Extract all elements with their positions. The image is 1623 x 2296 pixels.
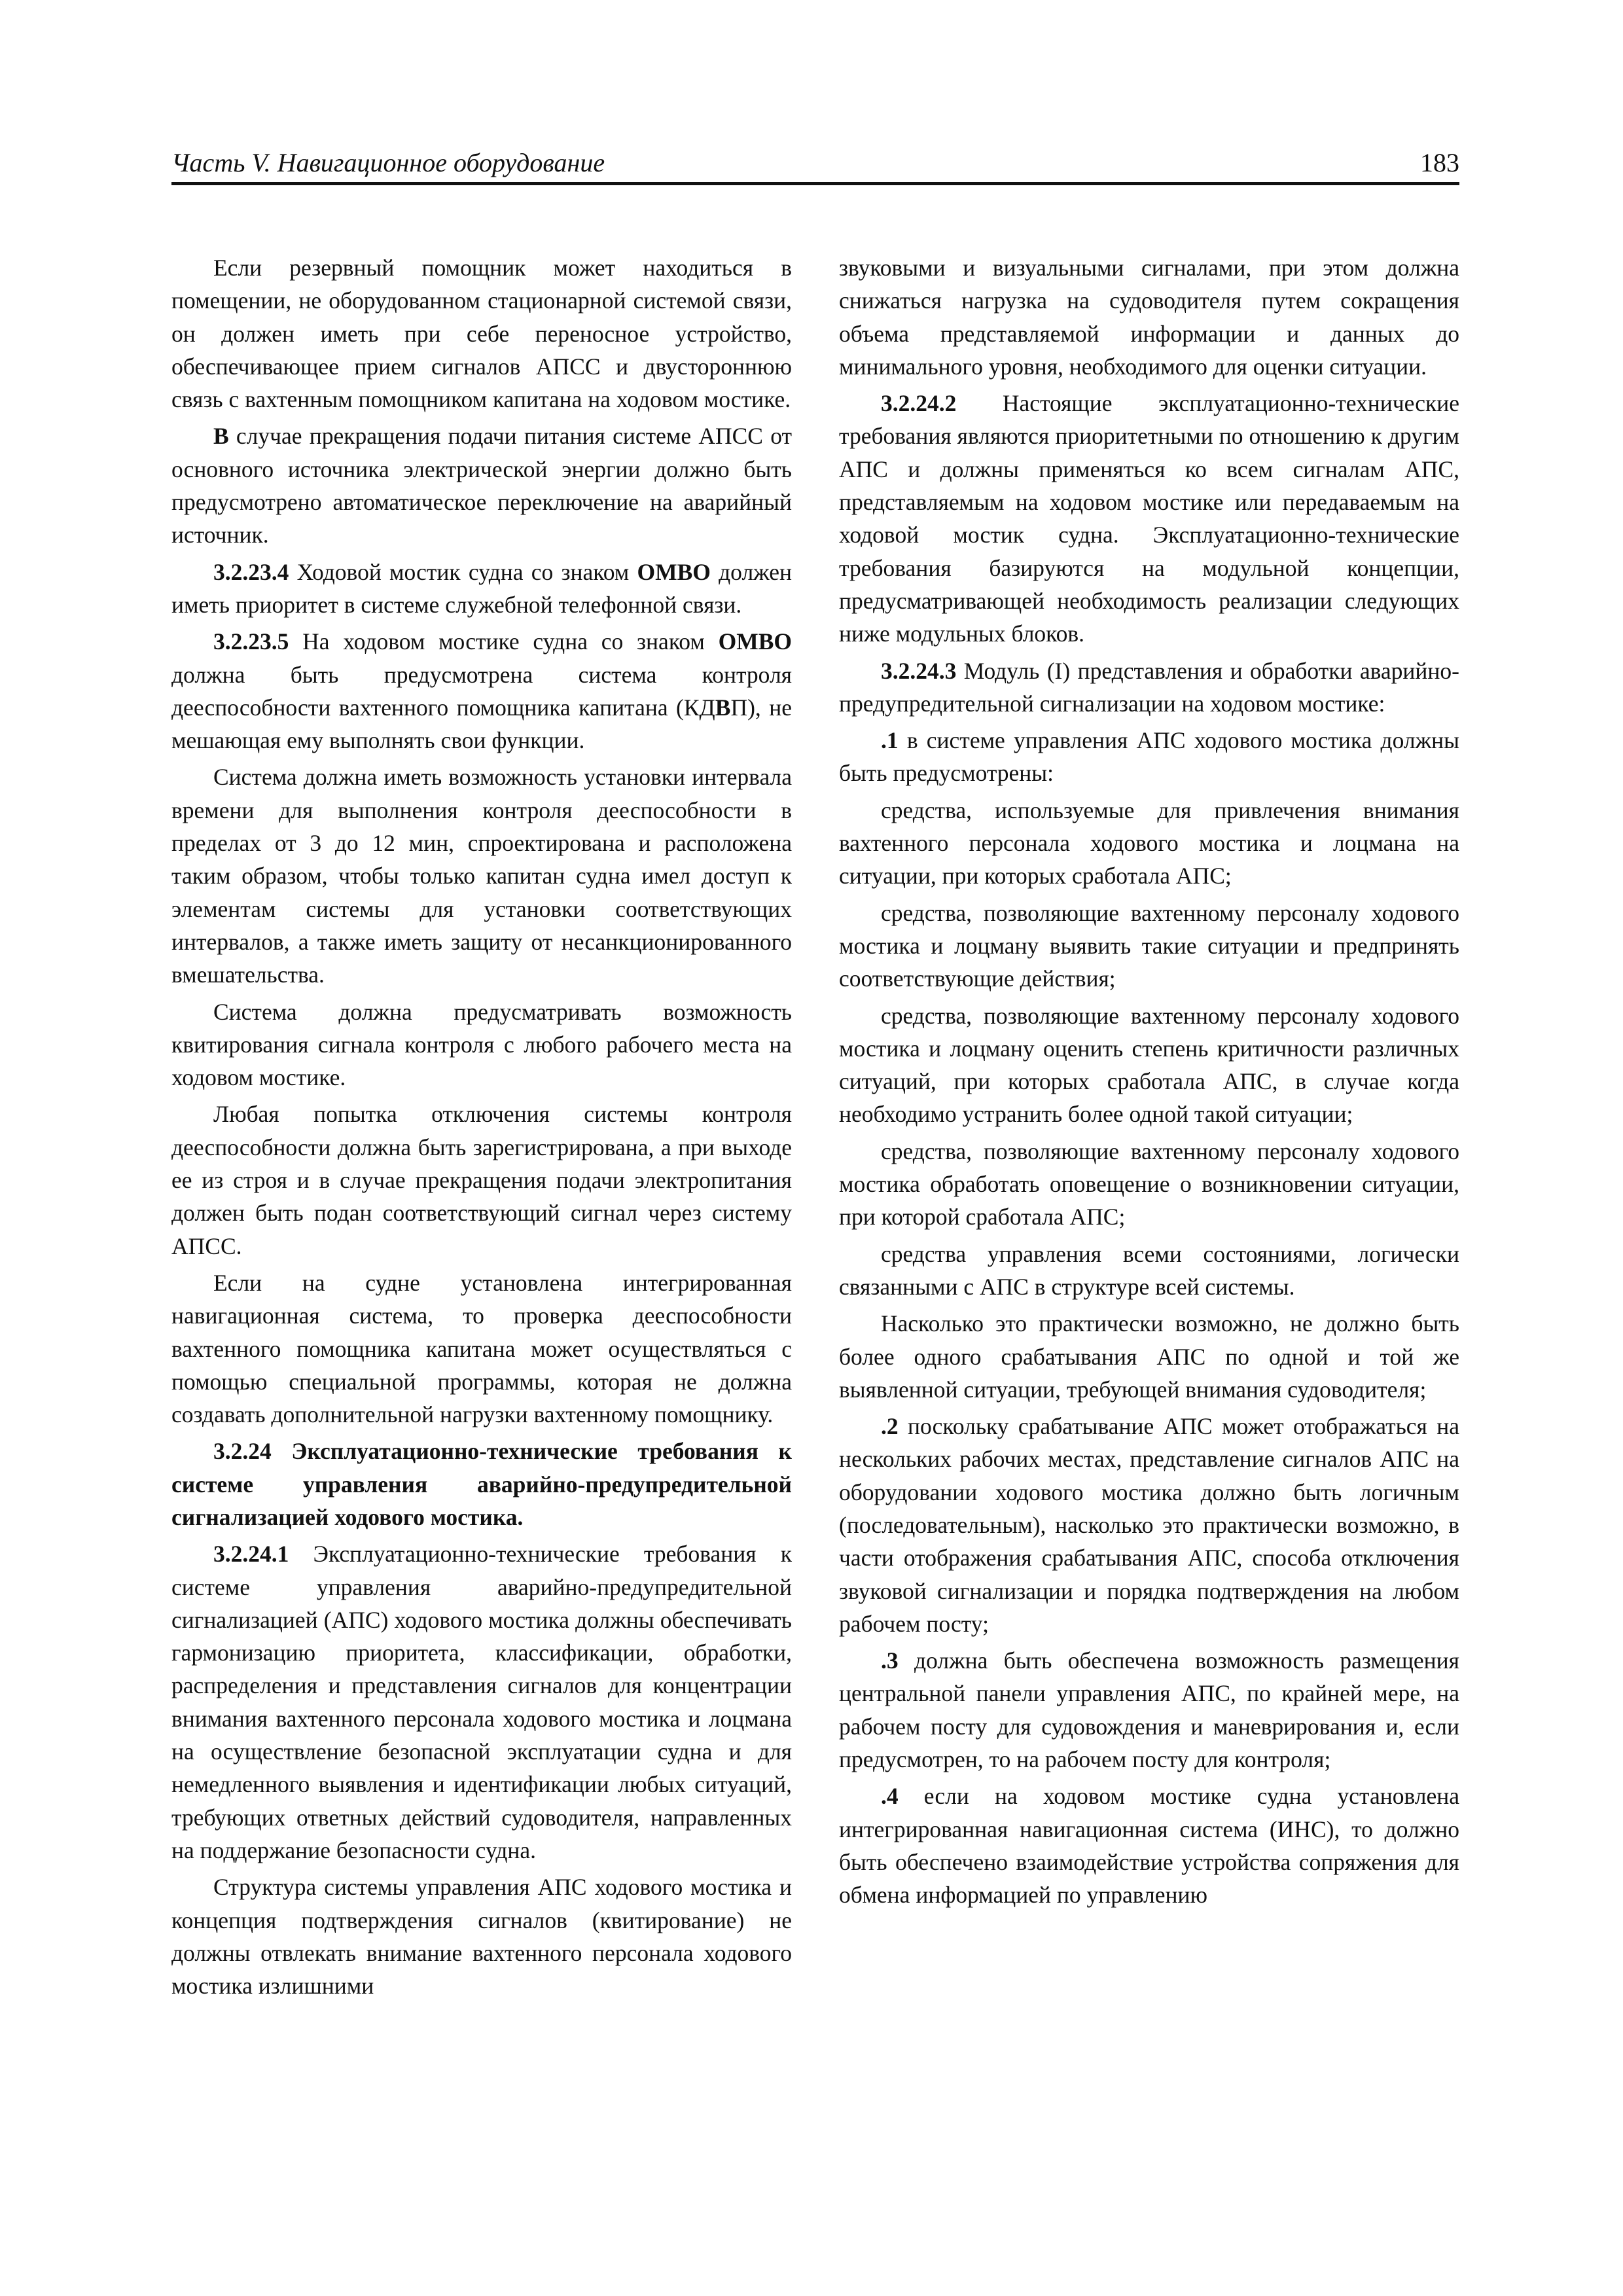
clause-3-2-23-5: 3.2.23.5 На ходовом мостике судна со знаком OMBO должна быть предусмотрена система контроля дееспособности вахтенного помощника капитана (КДВП), не мешающая ему выполнять свои функции. [171,628,792,754]
list-item-4: .4 если на ходовом мостике судна установлена интегрированная навигационная система (ИНС), то должно быть обеспечено взаимодействие устройства сопряжения для обмена информацией по управлению [839,1783,1459,1909]
section-title: Часть V. Навигационное оборудование [171,148,605,177]
clause-3-2-24-2: 3.2.24.2 Настоящие эксплуатационно-технические требования являются приоритетными по отношению к другим АПС и должны применяться ко всем сигналам АПС, представляемым на ходовом мостике или передаваемым на ходовой мостик судна. Эксплуатационно-технические требования базируются на модульной концепции, предусматривающей необходимость реализации следующих ниже модульных блоков. [839,390,1459,647]
class-mark: OMBO [637,558,711,585]
paragraph: В случае прекращения подачи питания системе АПСС от основного источника электрической энергии должно быть предусмотрено автоматическое переключение на аварийный источник. [171,423,792,548]
clause-number: 3.2.24.1 [213,1541,289,1568]
paragraph: Система должна предусматривать возможность квитирования сигнала контроля с любого рабочего места на ходовом мостике. [171,998,792,1091]
paragraph-continued: звуковыми и визуальными сигналами, при этом должна снижаться нагрузка на судоводителя путем сокращения объема представляемой информации и данных до минимального уровня, необходимого для оценки ситуации. [839,255,1459,380]
clause-3-2-24-3: 3.2.24.3 Модуль (I) представления и обработки аварийно-предупредительной сигнализации на ходовом мостике: [839,657,1459,717]
section-heading-3-2-24: 3.2.24 Эксплуатационно-технические требования к системе управления аварийно-предупредительной сигнализацией ходового мостика. [171,1438,792,1530]
right-column [839,251,1459,1916]
paragraph: средства, позволяющие вахтенному персоналу ходового мостика и лоцману выявить такие ситуации и предпринять соответствующие действия; [839,899,1459,992]
item-number: .2 [881,1413,899,1440]
paragraph: Любая попытка отключения системы контроля дееспособности должна быть зарегистрирована, а при выходе ее из строя и в случае прекращения подачи электропитания должен быть подан соответствующий сигнал через систему АПСС. [171,1101,792,1259]
clause-number: 3.2.24.3 [881,657,957,684]
clause-3-2-23-4: 3.2.23.4 Ходовой мостик судна со знаком OMBO должен иметь приоритет в системе служебной телефонной связи. [171,558,792,618]
clause-3-2-24-1: 3.2.24.1 Эксплуатационно-технические требования к системе управления аварийно-предупредительной сигнализацией (АПС) ходового мостика должны обеспечивать гармонизацию приоритета, классификации, обработки, распределения и представления сигналов для концентрации внимания вахтенного персонала ходового мостика и лоцмана на осуществление безопасной эксплуатации судна и для немедленного выявления и идентификации любых ситуаций, требующих ответных действий судоводителя, направленных на поддержание безопасности судна. [171,1541,792,1863]
left-column [171,251,792,2006]
paragraph: средства, позволяющие вахтенному персоналу ходового мостика обработать оповещение о возникновении ситуации, при которой сработала АПС; [839,1138,1459,1230]
paragraph: средства, позволяющие вахтенному персоналу ходового мостика и лоцману оценить степень критичности различных ситуаций, при которых сработала АПС, в случае когда необходимо устранить более одной такой ситуации; [839,1002,1459,1128]
class-mark: OMBO [718,628,792,655]
item-number: .3 [881,1647,899,1674]
paragraph: средства управления всеми состояниями, логически связанными с АПС в структуре всей системы. [839,1240,1459,1300]
paragraph: Система должна иметь возможность установки интервала времени для выполнения контроля дееспособности в пределах от 3 до 12 мин, спроектирована и расположена таким образом, чтобы только капитан судна имел доступ к элементам системы для установки соответствующих интервалов, а также иметь защиту от несанкционированного вмешательства. [171,764,792,988]
clause-number: 3.2.24.2 [881,390,957,417]
list-item-3: .3 должна быть обеспечена возможность размещения центральной панели управления АПС, по крайней мере, на рабочем посту для судовождения и маневрирования и, если предусмотрен, то на рабочем посту для контроля; [839,1647,1459,1773]
paragraph: Структура системы управления АПС ходового мостика и концепция подтверждения сигналов (квитирование) не должны отвлекать внимание вахтенного персонала ходового мостика излишними [171,1874,792,2000]
clause-number: 3.2.23.5 [213,628,289,655]
item-number: .1 [881,727,899,754]
paragraph: Если резервный помощник может находиться в помещении, не оборудованном стационарной системой связи, он должен иметь при себе переносное устройство, обеспечивающее прием сигналов АПСС и двустороннюю связь с вахтенным помощником капитана на ходовом мостике. [171,255,792,413]
paragraph: средства, используемые для привлечения внимания вахтенного персонала ходового мостика и лоцмана на ситуации, при которых сработала АПС; [839,797,1459,889]
page-number: 183 [1420,148,1459,177]
paragraph: Если на судне установлена интегрированная навигационная система, то проверка дееспособности вахтенного помощника капитана может осуществляться с помощью специальной программы, которая не должна создавать дополнительной нагрузки вахтенному помощнику. [171,1269,792,1428]
item-number: .4 [881,1783,899,1810]
paragraph: Насколько это практически возможно, не должно быть более одного срабатывания АПС по одной и той же выявленной ситуации, требующей внимания судоводителя; [839,1310,1459,1403]
list-item-2: .2 поскольку срабатывание АПС может отображаться на нескольких рабочих местах, представление сигналов АПС на оборудовании ходового мостика должно быть логичным (последовательным), насколько это практически возможно, в части отображения срабатывания АПС, способа отключения звуковой сигнализации и порядка подтверждения на любом рабочем посту; [839,1413,1459,1637]
running-header [171,143,1459,185]
list-item-1: .1 в системе управления АПС ходового мостика должны быть предусмотрены: [839,727,1459,787]
clause-number: 3.2.23.4 [213,558,289,585]
